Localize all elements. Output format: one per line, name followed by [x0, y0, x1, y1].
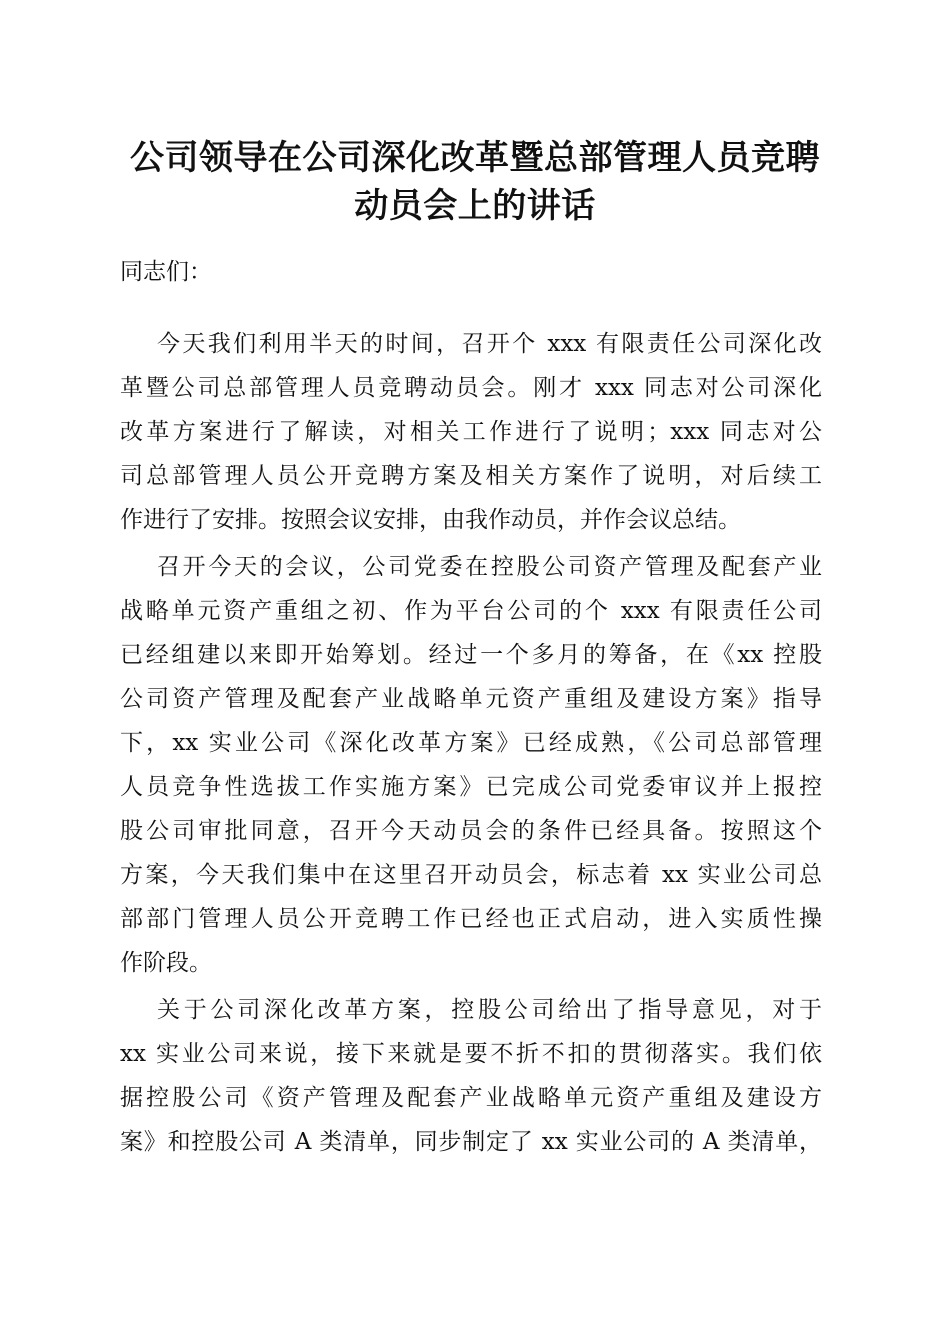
text-line: xx 实业公司来说，接下来就是要不折不扣的贯彻落实。我们依 [120, 1041, 822, 1067]
text-line: 改革方案进行了解读，对相关工作进行了说明；xxx 同志对公 [120, 419, 822, 445]
text-line: 人员竞争性选拔工作实施方案》已完成公司党委审议并上报控 [120, 774, 822, 800]
text-line: 股公司审批同意，召开今天动员会的条件已经具备。按照这个 [120, 818, 822, 844]
text-line: 下，xx 实业公司《深化改革方案》已经成熟，《公司总部管理 [120, 730, 822, 756]
text-line: 司总部管理人员公开竞聘方案及相关方案作了说明，对后续工 [120, 463, 822, 489]
text-line: 今天我们利用半天的时间，召开个 xxx 有限责任公司深化改 [157, 331, 822, 357]
title-line: 动员会上的讲话 [354, 186, 596, 226]
title-line: 公司领导在公司深化改革暨总部管理人员竞聘 [130, 138, 820, 178]
text-line: 作进行了安排。按照会议安排，由我作动员，并作会议总结。 [120, 507, 741, 533]
text-line: 据控股公司《资产管理及配套产业战略单元资产重组及建设方 [120, 1085, 822, 1111]
document-body [120, 250, 822, 1167]
paragraph [120, 322, 822, 542]
salutation: 同志们： [120, 259, 212, 285]
text-line: 战略单元资产重组之初、作为平台公司的个 xxx 有限责任公司 [120, 598, 822, 624]
document-title [0, 134, 950, 230]
text-line: 已经组建以来即开始筹划。经过一个多月的筹备，在《xx 控股 [120, 642, 822, 668]
paragraph [120, 988, 822, 1164]
text-line: 公司资产管理及配套产业战略单元资产重组及建设方案》指导 [120, 686, 822, 712]
text-line: 方案，今天我们集中在这里召开动员会，标志着 xx 实业公司总 [120, 862, 822, 888]
paragraph [120, 545, 822, 985]
text-line: 革暨公司总部管理人员竞聘动员会。刚才 xxx 同志对公司深化 [120, 375, 822, 401]
text-line: 部部门管理人员公开竞聘工作已经也正式启动，进入实质性操 [120, 906, 822, 932]
text-line: 关于公司深化改革方案，控股公司给出了指导意见，对于 [157, 997, 822, 1023]
text-line: 作阶段。 [120, 950, 212, 976]
text-line: 案》和控股公司 A 类清单，同步制定了 xx 实业公司的 A 类清单， [120, 1129, 822, 1155]
paragraphs [120, 322, 822, 1164]
text-line: 召开今天的会议，公司党委在控股公司资产管理及配套产业 [157, 554, 822, 580]
